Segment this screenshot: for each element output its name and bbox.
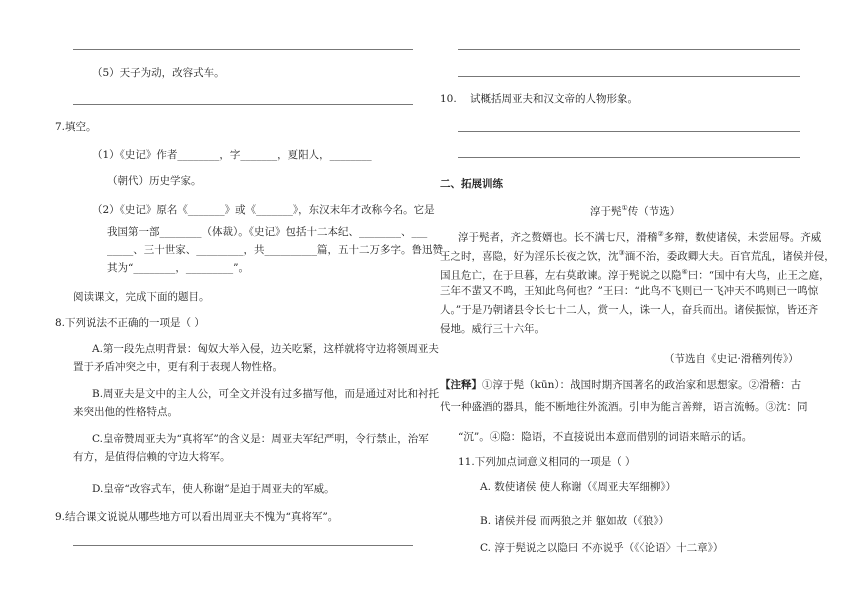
q8-option-d: D.皇帝“改容式车，使人称谢”是迫于周亚夫的军威。: [92, 483, 335, 495]
answer-line: [73, 104, 413, 105]
q7-part2-line3: _____、三十世家、_________，共__________篇，五十二万多字。鲁迅赞: [107, 244, 443, 256]
answer-line: [458, 76, 800, 77]
passage-line-1: 淳于髡者，齐之赘婿也。长不满七尺，滑稽②多辩，数使诸侯，未尝屈辱。齐威: [458, 230, 822, 244]
question-8-title: 8.下列说法不正确的一项是（ ）: [55, 317, 205, 329]
answer-line: [73, 49, 413, 50]
q8-option-a-line2: 置于矛盾冲突之中，更有利于表现人物性格。: [73, 361, 283, 373]
question-10-number: 10.: [440, 93, 457, 105]
q8-option-c-line1: C.皇帝赞周亚夫为“真将军”的含义是：周亚夫军纪严明，令行禁止，治军: [92, 433, 429, 445]
section-title: 二、拓展训练: [440, 178, 503, 190]
answer-line: [458, 131, 800, 132]
q7-part2-line2: 我国第一部________（体裁）。《史记》包括十二本纪、________、___: [107, 226, 428, 238]
q7-part2-line4: 其为“________，_________”。: [107, 262, 249, 274]
q8-option-a-line1: A.第一段先点明背景：匈奴大举入侵，边关吃紧，这样就将守边将领周亚夫: [92, 343, 439, 355]
right-column: [440, 0, 835, 608]
q7-part1-line2: （朝代）历史学家。: [107, 175, 202, 187]
question-9: 9.结合课文说说从哪些地方可以看出周亚夫不愧为“真将军”。: [55, 511, 339, 523]
annotation-line-3: “沉”。④隐：隐语，不直接说出本意而借别的词语来暗示的话。: [458, 431, 753, 443]
q8-option-b-line2: 来突出他的性格特点。: [73, 406, 178, 418]
q8-option-c-line2: 有方，是值得信赖的守边大将军。: [73, 451, 231, 463]
question-11-title: 11.下列加点词意义相同的一项是（ ）: [458, 456, 636, 468]
passage-line-6: 侵地。威行三十六年。: [440, 323, 545, 335]
q11-option-c: C. 淳于髡说之以隐曰 不亦说乎（《〈论语〉十二章》）: [480, 542, 724, 554]
left-column: [55, 0, 445, 608]
question-10-text: 试概括周亚夫和汉文帝的人物形象。: [470, 93, 638, 105]
q7-part1-line1: （1）《史记》作者________，字_______，夏阳人，________: [92, 149, 372, 161]
answer-line: [73, 545, 413, 546]
annotation-line-2: 代一种盛酒的器具，能不断地往外流酒。引申为能言善辩，语言流畅。③沈：同: [440, 401, 808, 413]
answer-line: [458, 49, 800, 50]
passage-line-5: 人。”于是乃朝诸县令长七十二人，赏一人，诛一人，奋兵而出。诸侯振惊，皆还齐: [440, 304, 819, 316]
passage-line-4: 三年不蜚又不鸣，王知此鸟何也？”王曰：“此鸟不飞则已一飞冲天不鸣则已一鸣惊: [440, 285, 819, 297]
answer-line: [458, 157, 800, 158]
q8-option-b-line1: B.周亚夫是文中的主人公，可全文并没有过多描写他，而是通过对比和衬托: [92, 388, 440, 400]
annotation-line-1: 【注释】①淳于髡（kūn）：战国时期齐国著名的政治家和思想家。②滑稽：古: [440, 379, 802, 391]
question-7-title: 7.填空。: [55, 121, 97, 133]
reading-instruction: 阅读课文，完成下面的题目。: [73, 291, 210, 303]
item-5: （5）天子为动，改容式车。: [92, 67, 225, 79]
q7-part2-line1: （2）《史记》原名《_______》或《_______》，东汉末年才改称今名。它是: [92, 204, 435, 216]
passage-title: 淳于髡①传（节选）: [590, 204, 681, 218]
q11-option-a: A. 数使诸侯 使人称谢（《周亚夫军细柳》）: [480, 481, 677, 493]
q11-option-b: B. 诸侯并侵 而两狼之并 躯如故（《狼》）: [480, 515, 670, 527]
passage-line-3: 国且危亡，在于旦暮，左右莫敢谏。淳于髡说之以隐④曰：“国中有大鸟，止王之庭，: [440, 268, 830, 282]
passage-line-2: 王之时，喜隐，好为淫乐长夜之饮，沈③湎不治，委政卿大夫。百官荒乱，诸侯并侵，: [440, 249, 835, 263]
passage-source: （节选自《史记·滑稽列传》）: [664, 353, 799, 365]
